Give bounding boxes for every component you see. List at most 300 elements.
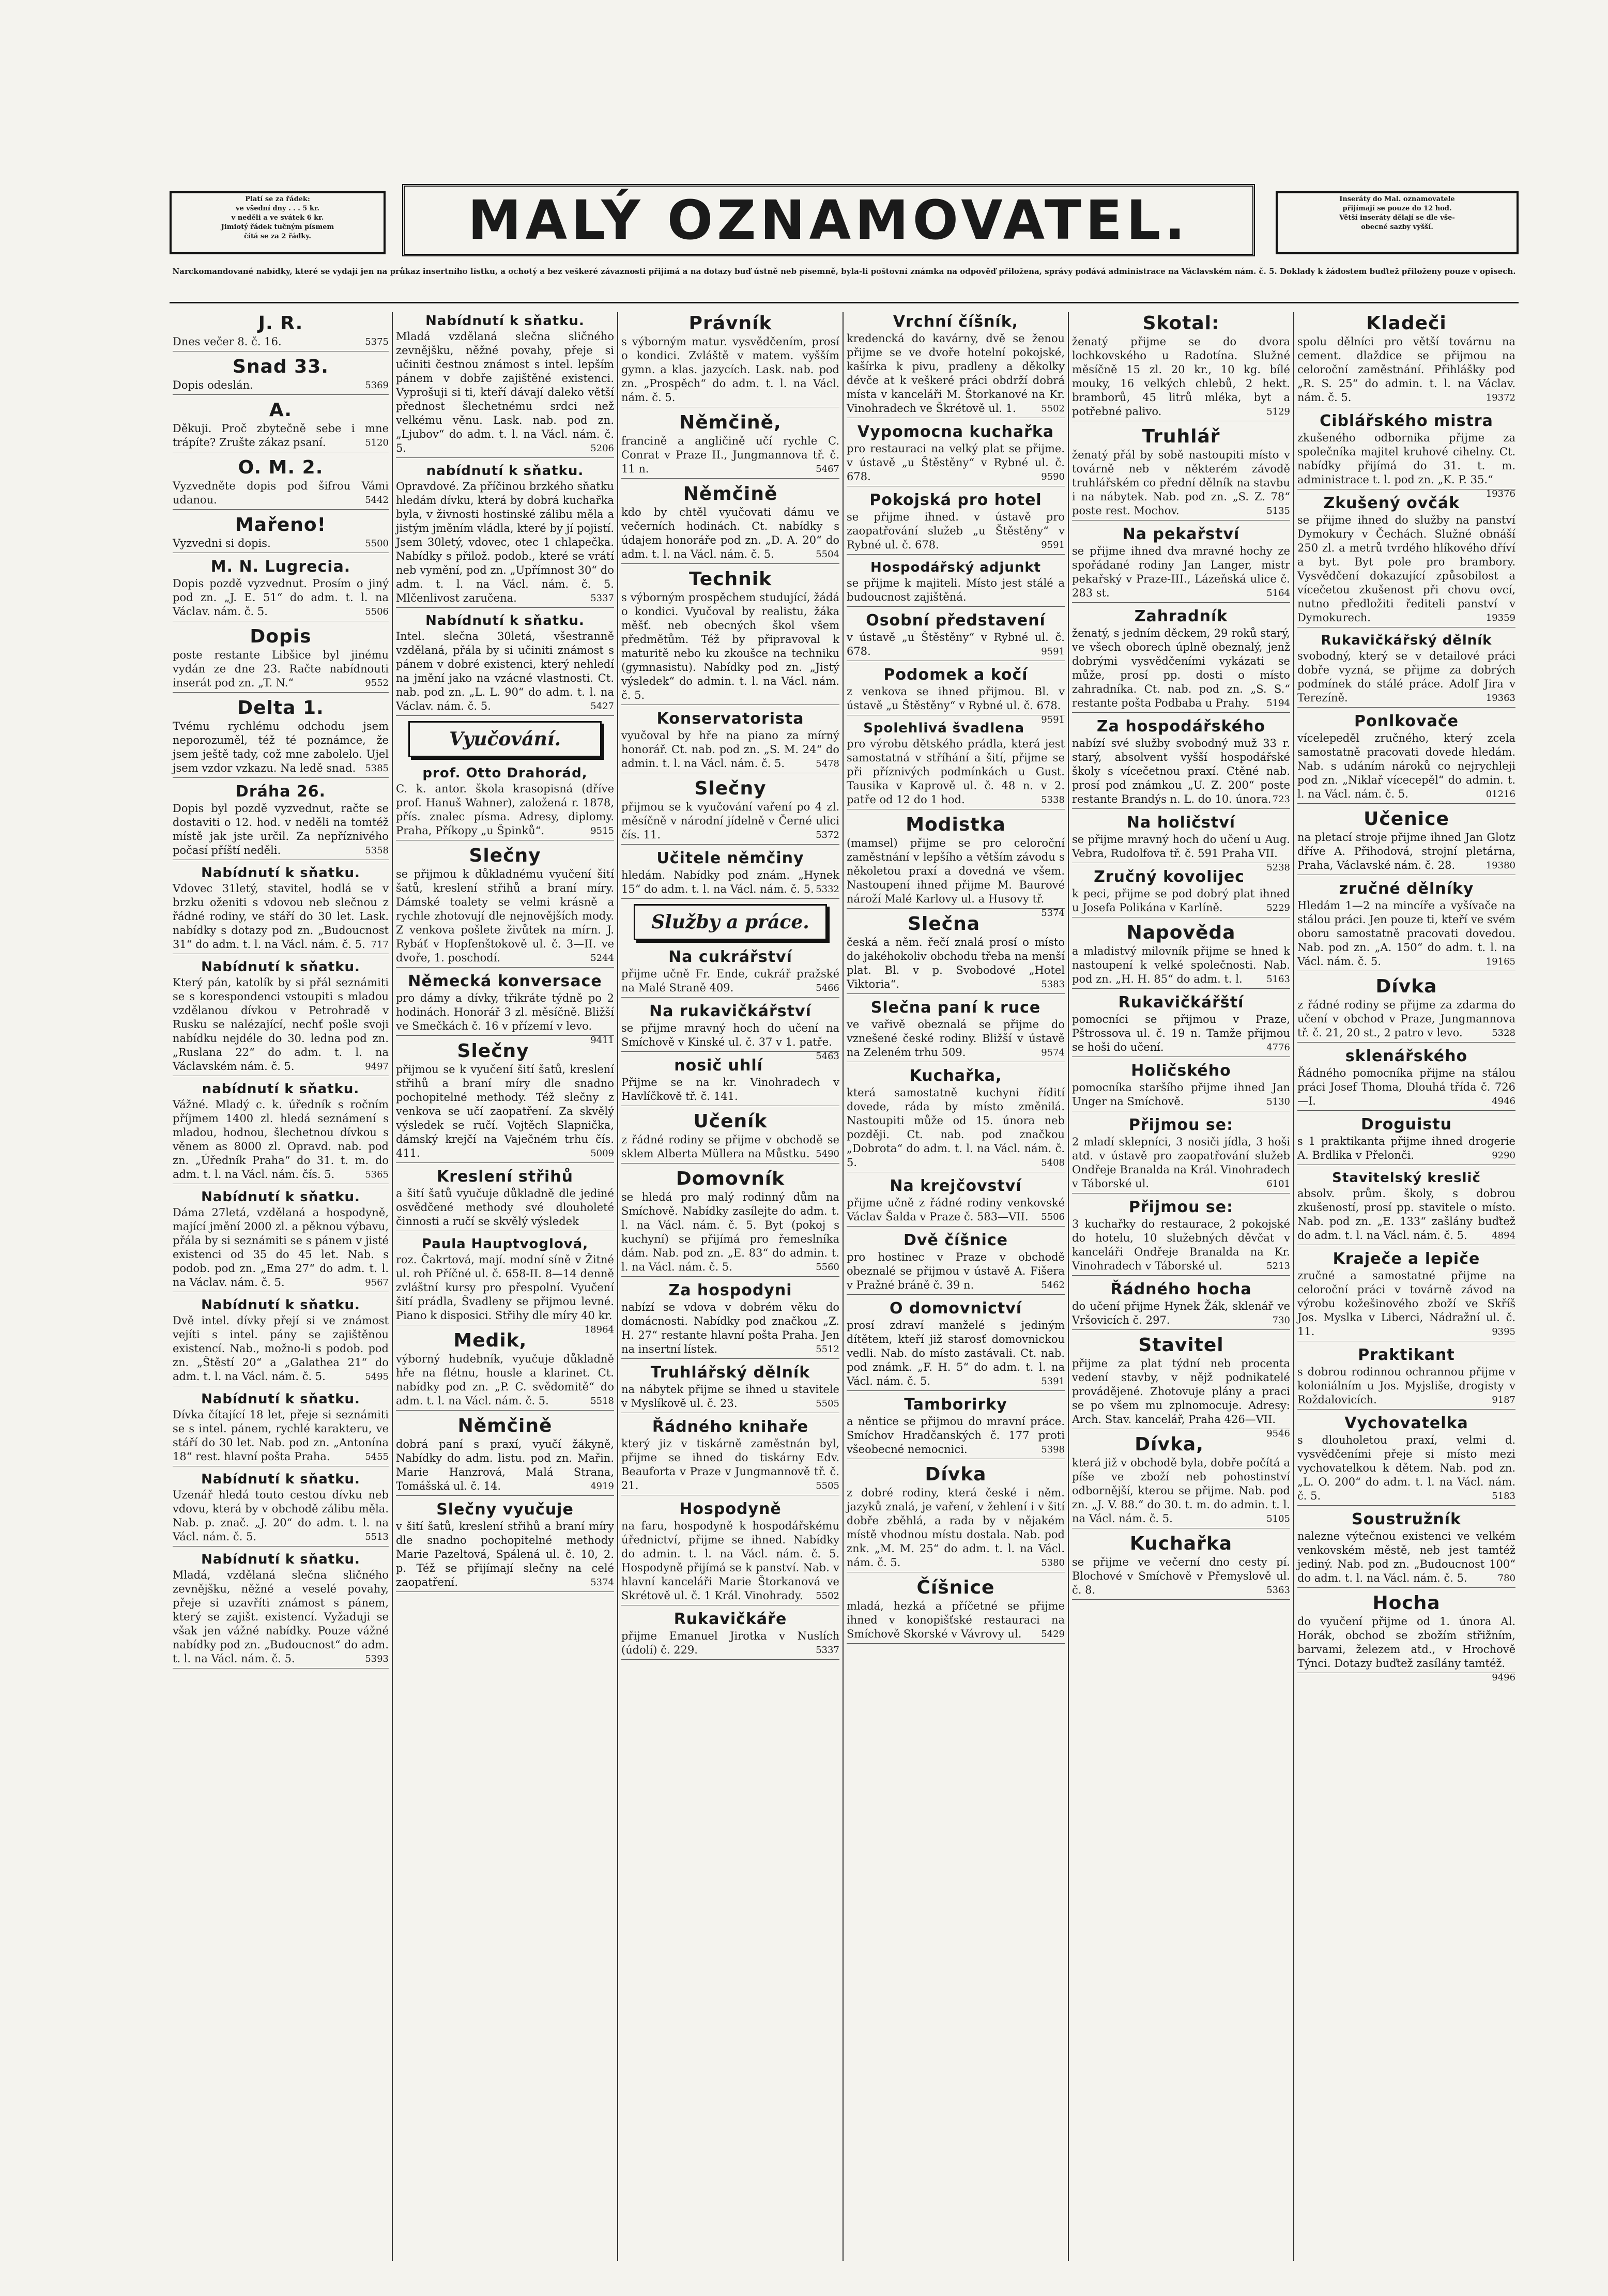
ad-heading: Ciblářského mistra [1320, 412, 1493, 430]
column-3 [617, 312, 843, 2261]
ad-heading: Na cukrářství [668, 948, 792, 966]
ad-body [173, 577, 389, 619]
classified-ad [1297, 712, 1515, 804]
ad-number: 9395 [1492, 1326, 1515, 1337]
ad-number: 5560 [816, 1262, 839, 1273]
ad-heading: J. R. [258, 313, 303, 334]
ad-heading: Vypomocna kuchařka [857, 423, 1054, 441]
insertion-line: Větší inseráty dělají se dle vše- [1339, 214, 1455, 222]
ad-body [1072, 1555, 1290, 1597]
ad-body [396, 1352, 614, 1408]
ad-text: přijme učně Fr. Ende, cukrář pražské na Malé Straně 409. [621, 968, 839, 994]
ad-number: 9590 [1041, 471, 1065, 482]
ad-text: se hledá pro malý rodinný dům na Smíchově. Nabídky zasílejte do adm. t. l. na Václ. nám. č. 5. Byt (pokoj s kuchyní) se přijímá pro řemeslníka dám. Nab. pod zn. „E. 83“ do admin. t. l. na Václ. nám. č. 5. [621, 1191, 839, 1273]
ad-body [396, 1063, 614, 1160]
ad-body [1297, 1365, 1515, 1407]
classified-ad [847, 665, 1065, 725]
ad-text: 2 mladí sklepníci, 3 nosiči jídla, 3 hoši atd. v ústavě pro zaopatřování služeb Ondřeje Branalda na Král. Vinohradech v Táborské ul. [1072, 1136, 1290, 1190]
ad-text: svobodný, který se v detailové práci dobře vyzná, se přijme za dobrých podmínek do stálé práce. Adolf Jira v Terezíně. [1297, 650, 1515, 704]
ad-body [1072, 887, 1290, 915]
ad-body [396, 1253, 614, 1335]
ad-heading: Delta 1. [237, 697, 324, 718]
ad-text: nalezne výtečnou existenci ve velkém venkovském městě, neb jest tamtéž jediný. Nab. pod zn. „Budoucnost 100“ do adm. t. l. na Václ. nám. č. 5. [1297, 1530, 1515, 1584]
classified-ad [847, 1576, 1065, 1644]
ad-body [847, 1250, 1065, 1292]
ad-body [1072, 626, 1290, 710]
ad-body [396, 630, 614, 713]
classified-ad [396, 1167, 614, 1231]
ad-number: 5442 [365, 495, 389, 506]
ad-number: 5374 [590, 1577, 614, 1588]
classified-ad [847, 422, 1065, 486]
ad-text: Vážné. Mladý c. k. úředník s ročním příjmem 1400 zl. hledá seznámení s mladou, hodnou, šlechetnou dívkou s věnem as 8000 zl. Opravd. nab. pod zn. „Úředník Praha“ do 31. t. m. do adm. t. l. na Václ. nám. čís. 5. [173, 1098, 389, 1181]
ad-text: se přijme ihned do služby na panství Dymokury v Čechách. Služné obnáší 250 zl. a metrů tvrdého hlíkového dříví a byt. Byt pole pro brambory. Vysvědčení dokazující způsobilost a vícečetou zkušenost při chovu ovcí, nutno předložiti řediteli panství v Dymokurech. [1297, 514, 1515, 624]
ad-body [621, 1437, 839, 1493]
ad-body [396, 991, 614, 1046]
ad-heading: Na rukavičkářství [649, 1002, 811, 1020]
ad-heading: Slečny [694, 778, 767, 799]
ad-body [847, 737, 1065, 807]
ad-heading: Hospodyně [679, 1500, 782, 1518]
ad-text: výborný hudebník, vyučuje důkladně hře na flétnu, housle a klarinet. Ct. nabídky pod zn. „P. C. svědomitě“ do adm. t. l. na Václ. nám. č. 5. [396, 1353, 614, 1407]
ad-heading: Nabídnutí k sňatku. [201, 865, 360, 881]
ad-heading: sklenářského [1345, 1047, 1468, 1065]
ad-number: 5164 [1266, 588, 1290, 599]
classified-ad [1297, 879, 1515, 971]
ad-body [396, 782, 614, 838]
ad-body [847, 510, 1065, 552]
ad-number: 5490 [816, 1149, 839, 1159]
ad-heading: Zahradník [1134, 607, 1228, 625]
ad-text: s výborným matur. vysvědčením, prosí o kondici. Zvláště v matem. vyšším gymn. a klas. jazycích. Lask. nab. pod zn. „Prospěch“ do adm. t. l. na Václ. nám. č. 5. [621, 335, 839, 404]
ad-number: 01216 [1486, 789, 1515, 800]
classified-ad [1072, 922, 1290, 989]
column-5 [1068, 312, 1293, 2261]
ad-text: s dlouholetou praxí, velmi d. vysvědčeními přeje si místo mezi vychovatelkou k dětem. Nab. pod zn. „L. O. 200“ do adm. t. l. na Václ. nám. č. 5. [1297, 1434, 1515, 1502]
ad-body [173, 802, 389, 858]
classified-ad [1297, 1592, 1515, 1683]
ad-text: z venkova se ihned přijmou. Bl. v ústavě „u Štěstěny“ v Rybné ul. č. 678. [847, 685, 1065, 712]
ad-number: 5365 [365, 1169, 389, 1180]
ad-text: se přijme k majiteli. Místo jest stálé a budoucnost zajištěná. [847, 577, 1065, 603]
classified-ad [396, 312, 614, 458]
ad-number: 9574 [1041, 1047, 1065, 1058]
ad-body [847, 1086, 1065, 1170]
ad-body [1072, 1357, 1290, 1439]
ad-text: kdo by chtěl vyučovati dámu ve večerních hodinách. Ct. nabídky s údajem honoráře pod zn. „D. A. 20“ do adm. t. l. na Václ. nám. č. 5. [621, 506, 839, 560]
ad-number: 5463 [816, 1051, 839, 1062]
ad-number: 5512 [816, 1344, 839, 1355]
ad-body [847, 836, 1065, 919]
classified-ad [621, 1281, 839, 1359]
ad-body [173, 1568, 389, 1666]
ad-body [173, 1206, 389, 1290]
ad-heading: Učitele němčiny [656, 849, 804, 867]
ad-number: 5163 [1266, 974, 1290, 985]
classified-ad [621, 947, 839, 998]
ad-number: 5358 [365, 845, 389, 856]
ad-heading: Snad 33. [233, 356, 329, 377]
ad-body [621, 1190, 839, 1274]
ad-text: Řádného pomocníka přijme na stálou práci Josef Thoma, Dlouhá třída č. 726—I. [1297, 1067, 1515, 1107]
ad-heading: Na pekařství [1122, 525, 1240, 543]
ad-body [621, 1300, 839, 1356]
ad-body [173, 976, 389, 1074]
ad-text: Vyzvedni si dopis. [173, 537, 271, 549]
ad-text: se přijme ve večerní dno cesty pí. Blochové v Smíchově v Přemyslově ul. č. 8. [1072, 1556, 1290, 1596]
ad-heading: Němčině [683, 483, 778, 504]
ad-heading: Modistka [906, 814, 1006, 835]
ad-text: s 1 praktikanta přijme ihned drogerie A. Brdlika v Přelonči. [1297, 1135, 1515, 1161]
ad-body [173, 882, 389, 952]
ad-heading: Na holičství [1126, 814, 1236, 832]
column-6 [1293, 312, 1519, 2261]
ad-heading: Kuchařka, [909, 1067, 1002, 1085]
ad-number: 5504 [816, 549, 839, 560]
ad-number: 9187 [1492, 1395, 1515, 1405]
classified-ad [847, 611, 1065, 661]
ad-body [1297, 431, 1515, 499]
ad-heading: Slečny vyučuje [436, 1501, 574, 1519]
classified-ad [847, 998, 1065, 1062]
classified-ad [1297, 1414, 1515, 1506]
classified-ad [173, 514, 389, 553]
ad-text: dobrá paní s praxí, vyučí žákyně, Nabídky do adm. listu. pod zn. Mařin. Marie Hanzrová, Malá Strana, Tomášská ul. č. 14. [396, 1438, 614, 1492]
ad-text: C. k. antor. škola krasopisná (dříve prof. Hanuš Wahner), založená r. 1878, přís. znalec písma. Adresy, diplomy. Praha, Příkopy „u Špinků“. [396, 783, 614, 837]
ad-heading: Technik [688, 569, 772, 590]
ad-body [1072, 544, 1290, 600]
ad-body [173, 537, 389, 550]
ad-text: Opravdové. Za příčinou brzkého sňatku hledám dívku, která by dobrá kuchařka byla, v živnosti hostinské zálibu měla a jistým jměním vládla, které by jí pojistí. Jsem 30letý, vdovec, otec 1 chlapečka. Nabídky s přilož. podob., které se vrátí neb vymění, pod zn. „Upřímnost 30“ do adm. t. l. na Václ. nám. č. 5. Mlčenlivost zaručena. [396, 480, 614, 604]
ad-number: 5363 [1266, 1585, 1290, 1596]
classified-ad [1072, 1061, 1290, 1111]
classified-ad [621, 709, 839, 773]
ad-number: 5238 [1266, 862, 1290, 873]
ad-heading: nabídnutí k sňatku. [426, 463, 584, 479]
ad-text: Mladá vzdělaná slečna sličného zevnějšku, něžné povahy, přeje si učiniti čestnou známost s intel. lepším pánem v dobře zajištěné existenci. Vyprošuji si ti, kteří dávají daleko větší přednost šlechetnému srdci než velkému věnu. Lask. nab. pod zn. „Ljubov“ do adm. t. l. na Václ. nám. č. 5. [396, 330, 614, 454]
ad-heading: Řádného hocha [1110, 1280, 1252, 1298]
classified-ad [1297, 1510, 1515, 1588]
ad-text: přijmou se k vyučování vaření po 4 zl. měsíčně v národní jídelně v Černé ulici čís. 11. [621, 801, 839, 841]
ad-text: ženatý přijme se do dvora lochkovského u Radotína. Služné měsíčně 15 zl. 20 kr., 10 kg. bílé mouky, 16 velkých chlebů, 2 hekt. bramborů, 45 litrů mléka, byt a potřebné palivo. [1072, 335, 1290, 418]
ad-number: 19372 [1486, 392, 1515, 403]
ad-number: 19380 [1486, 860, 1515, 871]
ad-heading: Stavitelský kreslič [1332, 1170, 1481, 1186]
ad-text: zkušeného odbornika přijme za společníka majitel kruhové cihelny. Ct. nabídky přijímá do 31. t. m. administrace t. l. pod zn. „K. P. 35.“ [1297, 432, 1515, 486]
ad-heading: Holičského [1131, 1062, 1231, 1080]
ad-body [1072, 1013, 1290, 1054]
ad-number: 5337 [590, 593, 614, 604]
ad-heading: Němčině, [679, 412, 782, 433]
ad-number: 5229 [1266, 902, 1290, 913]
ad-heading: Tamborirky [904, 1396, 1007, 1414]
ad-heading: Spolehlivá švadlena [863, 721, 1024, 736]
ad-body [173, 1098, 389, 1182]
ad-text: vyučoval by hře na piano za mírný honorář. Ct. nab. pod zn. „S. M. 24“ do admin. t. l. na Václ. nám. č. 5. [621, 729, 839, 770]
ad-text: Který pán, katolík by si přál seznámiti se s korespondenci vstoupiti s mladou vzdělanou dívkou v Petrohradě v Rusku se nalézající, nechť pošle svoji nabídku nejdéle do 30. ledna pod zn. „Ruslana 22“ do adm. t. l. na Václavském nám. č. 5. [173, 976, 389, 1073]
classified-ad [173, 356, 389, 395]
classified-ad [847, 1176, 1065, 1227]
ad-text: pro restauraci na velký plat se přijme. v ústavě „u Štěstěny“ v Rybné ul. č. 678. [847, 442, 1065, 483]
ad-heading: Německá konversace [408, 972, 602, 990]
ad-body [1297, 1066, 1515, 1108]
ad-body [621, 434, 839, 476]
classified-ad [1072, 1334, 1290, 1439]
ad-text: a něntice se přijmou do mravní práce. Smíchov Hradčanských č. 177 proti všeobecné nemocnici. [847, 1415, 1065, 1456]
classified-ad [173, 625, 389, 693]
ad-number: 5495 [365, 1371, 389, 1382]
ad-text: do vyučení přijme od 1. února Al. Horák, obchod se zbožím střižním, barvami, železem atd., v Hrochově Týnci. Dotazy buďtež zasílány tamtéž. [1297, 1615, 1515, 1670]
ad-heading: Rukavičkářští [1118, 993, 1244, 1012]
classified-ad [847, 1066, 1065, 1172]
ad-text: přijmou se k vyučení šití šatů, kreslení střihů a braní míry dle snadno pochopitelné methody. Též slečny z venkova se učí zaopatření. Za skvělý výsledek se ručí. Vojtěch Slapnička, dámský krejčí na Vaječném trhu čís. 411. [396, 1063, 614, 1159]
ad-body [847, 1319, 1065, 1388]
ad-heading: Dráha 26. [235, 783, 326, 801]
ad-heading: Pokojská pro hotel [869, 491, 1042, 509]
ad-text: ve vařivě obeznalá se přijme do vznešené české rodiny. Bližší v ústavě na Zeleném trhu 509. [847, 1018, 1065, 1059]
ad-heading: Nabídnutí k sňatku. [201, 1391, 360, 1407]
ad-heading: Němčině [457, 1415, 553, 1436]
ad-text: Vyzvedněte dopis pod šifrou Vámi udanou. [173, 480, 389, 506]
ad-number: 9411 [590, 1035, 614, 1046]
ad-number: 5135 [1266, 506, 1290, 516]
classified-ad [1297, 1115, 1515, 1165]
ad-heading: Hocha [1372, 1593, 1441, 1614]
ad-heading: Nabídnutí k sňatku. [425, 313, 585, 329]
ad-body [173, 422, 389, 450]
ad-heading: Ponlkovače [1354, 712, 1459, 730]
ad-text: Dvě intel. dívky přejí si ve známost vejíti s intel. pány se zajištěnou existencí. Nab., možno-li s podob. pod zn. „Štěstí 20“ a „Galathea 21“ do adm. t. l. na Václ. nám. č. 5. [173, 1314, 389, 1383]
ad-text: se přijme mravný hoch do učení na Smíchově v Kinské ul. č. 37 v 1. patře. [621, 1022, 839, 1048]
ad-number: 5467 [816, 464, 839, 474]
masthead [170, 181, 1519, 264]
ad-number: 19376 [1486, 488, 1515, 499]
ad-heading: Droguistu [1361, 1115, 1452, 1134]
ad-body [173, 479, 389, 507]
ad-number: 9496 [1492, 1672, 1515, 1683]
classified-ad [396, 1415, 614, 1496]
ad-text: do učení přijme Hynek Žák, sklenář ve Vršovicích č. 297. [1072, 1300, 1290, 1326]
ad-heading: nosič uhlí [674, 1057, 763, 1075]
ad-text: pro výrobu dětského prádla, která jest samostatná v stříhání a šití, přijme se při příznivých podmínkách u Gust. Tausika v Kaprově ul. č. 48 n. v 2. patře od 12 do 1 hod. [847, 738, 1065, 806]
classified-ad [621, 1363, 839, 1413]
ad-text: z řádné rodiny se přijme v obchodě se sklem Alberta Müllera na Můstku. [621, 1134, 839, 1160]
classified-ad [173, 864, 389, 954]
ad-body [1297, 1135, 1515, 1162]
ad-heading: Číšnice [916, 1577, 995, 1598]
ad-text: roz. Čakrtová, mají. modní síně v Žitné ul. roh Příčné ul. č. 658-II. 8—14 denně zvláštní kursy pro přespolní. Vyučení šití prádla, Švadleny se přijmou levné. Piano k disposici. Střihy dle míry 40 kr. [396, 1253, 614, 1322]
classified-ad [1297, 494, 1515, 627]
classified-ad [173, 1080, 389, 1184]
ad-text: přijme za plat týdní neb procenta vedení stavby, v nějž podnikatelé provádějené. Zhotovuje plány a praci se po všem mu zplnomocuje. Adresy: Arch. Stav. kancelář, Praha 426—VII. [1072, 1357, 1290, 1426]
ad-number: 5466 [816, 983, 839, 993]
ad-body [1297, 831, 1515, 873]
ad-body [173, 335, 389, 349]
ad-text: a mladistvý milovník přijme se hned k nastoupení k velké společnosti. Nab. pod zn. „H. H. 85“ do adm. t. l. [1072, 945, 1290, 985]
ad-heading: Konservatorista [656, 710, 804, 728]
ad-body [847, 1599, 1065, 1641]
ad-number: 5380 [1041, 1557, 1065, 1568]
classified-ad [621, 568, 839, 705]
price-line: čítá se za 2 řádky. [244, 233, 311, 240]
ad-body [1072, 1081, 1290, 1109]
ad-body [1297, 998, 1515, 1040]
ad-heading: Nabídnutí k sňatku. [201, 1552, 360, 1567]
ad-text: Děkuji. Proč zbytečně sebe i mne trápíte? Zrušte zákaz psaní. [173, 422, 389, 449]
ad-text: Uzenář hledá touto cestou dívku neb vdovu, která by v obchodě zálibu měla. Nab. p. znač. „J. 20“ do adm. t. l. na Václ. nám. č. 5. [173, 1489, 389, 1543]
ad-heading: Osobní představení [866, 611, 1046, 630]
ad-heading: Přijmou se: [1128, 1198, 1234, 1216]
ad-heading: Nabídnutí k sňatku. [201, 1189, 360, 1205]
ad-heading: Nabídnutí k sňatku. [201, 1297, 360, 1313]
classified-ad [621, 1610, 839, 1660]
classified-ad [621, 1499, 839, 1605]
ad-number: 5183 [1492, 1491, 1515, 1502]
classified-ad [173, 697, 389, 778]
ad-body [621, 335, 839, 405]
ad-text: pomocníka staršího přijme ihned Jan Unger na Smíchově. [1072, 1081, 1290, 1108]
ad-body [847, 685, 1065, 725]
ad-number: 5518 [590, 1396, 614, 1406]
ad-heading: Přijmou se: [1128, 1116, 1234, 1134]
classified-ad [1072, 813, 1290, 873]
ad-body [396, 1520, 614, 1589]
ad-body [1072, 944, 1290, 986]
page-title: MALÝ OZNAMOVATEL. [402, 184, 1255, 256]
ad-number: 5338 [1041, 794, 1065, 805]
ad-text: mladá, hezká a příčetné se přijme ihned v konopišťské restauraci na Smíchově Skorské v Vávrovy ul. [847, 1600, 1065, 1640]
ad-number: 9591 [1041, 540, 1065, 550]
classified-ad [847, 491, 1065, 555]
classified-ad [1072, 312, 1290, 421]
ad-number: 723 [1272, 794, 1290, 805]
ad-number: 9591 [1041, 714, 1065, 725]
ad-heading: Kreslení střihů [437, 1168, 573, 1186]
ad-text: hledám. Nabídky pod znám. „Hynek 15“ do adm. t. l. na Václ. nám. č. 5. [621, 869, 839, 895]
ad-body [1297, 1269, 1515, 1339]
ad-body [847, 936, 1065, 991]
ad-heading: Skotal: [1142, 313, 1220, 334]
ad-text: k peci, přijme se pod dobrý plat ihned u Josefa Polikána v Karlíně. [1072, 887, 1290, 914]
ad-text: Dáma 27letá, vzdělaná a hospodyně, mající jmění 2000 zl. a pěknou výbavu, přála by si seznámiti se s pánem v jisté existenci od 35 do 45 let. Nab. s podob. pod zn. „Ema 27“ do adm. t. l. na Václav. nám. č. 5. [173, 1206, 389, 1289]
ad-body [173, 378, 389, 392]
ad-body [621, 1629, 839, 1657]
ad-number: 4919 [590, 1481, 614, 1492]
ad-text: s dobrou rodinnou ochrannou přijme v koloniálním u Jos. Myjsliše, drogisty v Roždalovicích. [1297, 1366, 1515, 1406]
ad-body [1297, 335, 1515, 405]
classified-ad [621, 1056, 839, 1106]
price-line: Platí se za řádek: [245, 195, 310, 203]
ad-number: 5375 [365, 336, 389, 347]
classified-ad [621, 1168, 839, 1277]
section-heading: Vyučování. [408, 721, 602, 757]
ad-number: 5337 [816, 1645, 839, 1656]
classified-ad [173, 1471, 389, 1547]
ad-text: ženatý přál by sobě nastoupiti místo v továrně neb v některém závodě truhlářském co přední dělník na stavbu i na nábytek. Nab. pod zn. „S. Z. 78“ poste rest. Mochov. [1072, 449, 1290, 517]
classified-ad [396, 972, 614, 1046]
ad-heading: Nabídnutí k sňatku. [425, 613, 585, 629]
classified-ad [847, 1463, 1065, 1572]
classified-ad [621, 483, 839, 564]
ad-number: 5129 [1266, 406, 1290, 417]
ad-text: v šití šatů, kreslení střihů a braní míry dle snadno pochopitelné methody Marie Pazeltová, Spálená ul. č. 10, 2. p. Též se přijímají slečny na celé zaopatření. [396, 1520, 614, 1588]
ad-heading: Dopis [250, 626, 312, 647]
classified-ad [173, 1390, 389, 1466]
ad-number: 4946 [1492, 1096, 1515, 1107]
classified-ad [1297, 808, 1515, 875]
insertion-line: obecné sazby vyšší. [1361, 223, 1433, 231]
ad-number: 19165 [1486, 956, 1515, 967]
ad-text: Dopis byl pozdě vyzvednut, račte se dostaviti o 12. hod. v neděli na tomtéž místě jak jste určil. Za nepříznivého počasí příští neděli. [173, 802, 389, 856]
ad-body [847, 1196, 1065, 1224]
ad-heading: M. N. Lugrecia. [210, 558, 351, 576]
classified-ad [396, 1235, 614, 1335]
ad-heading: Truhlář [1142, 426, 1220, 447]
ad-body [621, 1383, 839, 1411]
ad-body [1297, 1187, 1515, 1243]
classified-ad [1072, 1115, 1290, 1193]
ad-body [847, 576, 1065, 604]
ad-text: na faru, hospodyně k hospodářskému úřednictví, přijme se ihned. Nabídky do admin. t. l. na Václ. nám. č. 5. Hospodyně přijímá se k panství. Nab. v hlavní kanceláři Marie Štorkanová ve Skrétově ul. č. 1 Král. Vinohrady. [621, 1520, 839, 1602]
classified-ad [396, 845, 614, 968]
ad-body [1072, 335, 1290, 419]
ad-number: 5513 [365, 1532, 389, 1542]
ad-text: 3 kuchařky do restaurace, 2 pokojské do hotelu, 10 služebných děvčat v kanceláři Ondřeje Branalda na Kr. Vinohradech v Táborské ul. [1072, 1218, 1290, 1272]
ad-body [847, 332, 1065, 416]
ad-number: 5374 [1041, 908, 1065, 919]
ad-number: 5369 [365, 380, 389, 391]
ad-heading: zručné dělníky [1339, 880, 1474, 898]
ad-number: 9497 [365, 1061, 389, 1072]
ad-text: absolv. prům. školy, s dobrou zkušeností, prosí pp. stavitele o místo. Nab. pod zn. „E. 133“ zašlány buďtež do adm. t. l. na Václ. nám. č. 5. [1297, 1187, 1515, 1242]
ad-body [847, 442, 1065, 484]
ad-body [621, 1021, 839, 1062]
ad-number: 5213 [1266, 1261, 1290, 1272]
ad-body [847, 1415, 1065, 1457]
classified-ad [621, 1002, 839, 1062]
ad-number: 5505 [816, 1398, 839, 1409]
classified-ad [621, 1110, 839, 1164]
ad-text: z dobré rodiny, která české i něm. jazyků znalá, je vaření, v žehlení i v šití dobře zběhlá, a rada by v nějakém místě vhodnou místu dostala. Nab. pod znk. „M. M. 25“ do adm. t. l. na Václ. nám. č. 5. [847, 1487, 1065, 1569]
ad-number: 5391 [1041, 1376, 1065, 1387]
ad-number: 9591 [1041, 646, 1065, 657]
ad-number: 717 [371, 939, 389, 950]
ad-number: 9552 [365, 678, 389, 688]
ad-text: pro hostinec v Praze v obchodě obeznalé se přijmou v ústavě A. Fišera v Pražné bráně č. 39 n. [847, 1251, 1065, 1291]
ad-heading: Dvě číšnice [903, 1231, 1008, 1249]
ad-number: 5506 [1041, 1212, 1065, 1222]
price-line: Jimiotý řádek tučným písmem [221, 223, 334, 231]
ad-body [173, 1408, 389, 1464]
ad-heading: Dívka, [1135, 1434, 1204, 1455]
ad-text: Intel. slečna 30letá, všestranně vzdělaná, přála by si učiniti známost s pánem v dobré existenci, který nehledí na jmění jako na vzácné vlastnosti. Ct. nab. pod zn. „L. L. 90“ do adm. t. l. na Václav. nám. č. 5. [396, 630, 614, 712]
ad-heading: Dívka [1375, 976, 1437, 997]
classified-ad [847, 559, 1065, 607]
insertion-line: přijímají se pouze do 12 hod. [1342, 205, 1452, 212]
classified-ad [173, 1296, 389, 1386]
ad-text: pro dámy a dívky, třikráte týdně po 2 hodinách. Honorář 3 zl. měsíčně. Bližší ve Smečkách č. 16 v přízemí v levo. [396, 992, 614, 1032]
ad-body [621, 506, 839, 561]
classified-ad [1072, 993, 1290, 1057]
ad-number: 4776 [1266, 1042, 1290, 1053]
ad-number: 5130 [1266, 1096, 1290, 1107]
classified-ad [396, 612, 614, 716]
ad-text: spolu dělníci pro větší továrnu na cement. dlaždice se přijmou na celoroční zaměstnání. Přihlášky pod „R. S. 25“ do admin. t. l. na Václav. nám. č. 5. [1297, 335, 1515, 404]
ad-heading: Kraječe a lepiče [1333, 1250, 1480, 1268]
ad-text: Dnes večer 8. č. 16. [173, 335, 282, 348]
ad-body [621, 868, 839, 896]
ad-number: 5372 [816, 830, 839, 840]
